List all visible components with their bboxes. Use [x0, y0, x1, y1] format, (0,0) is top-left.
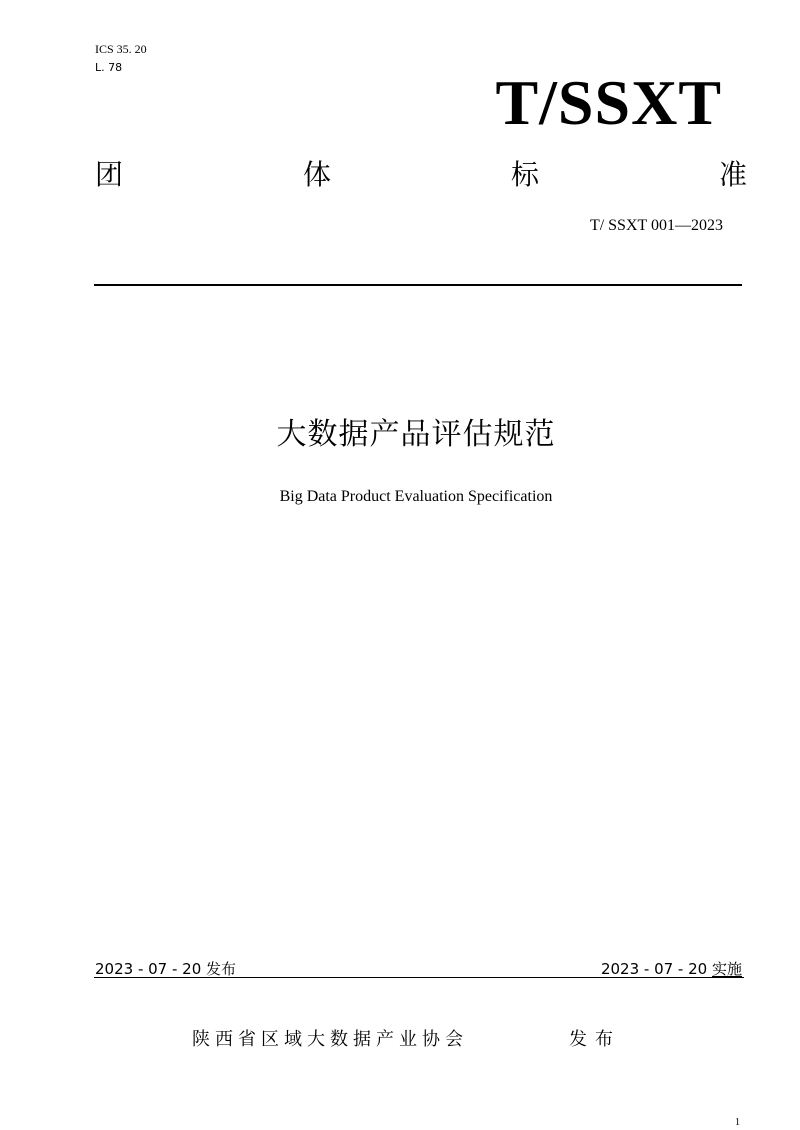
- standard-type-char: 团: [95, 158, 124, 191]
- standard-number: T/ SSXT 001—2023: [589, 217, 723, 234]
- document-title-chinese: 大数据产品评估规范: [276, 417, 556, 452]
- page-number: 1: [735, 1117, 740, 1128]
- document-title-english: Big Data Product Evaluation Specification: [279, 488, 553, 505]
- standard-type-char: 准: [718, 158, 747, 191]
- standard-type-heading: [95, 155, 747, 195]
- implement-label: 实施: [711, 960, 742, 978]
- ccs-code: L. 78: [95, 61, 123, 74]
- date-divider: [94, 977, 744, 978]
- publish-label: 发布: [206, 960, 237, 978]
- implement-date: 2023 - 07 - 20: [600, 960, 708, 978]
- header-divider: [94, 284, 742, 286]
- standard-type-char: 标: [510, 158, 539, 191]
- standard-logo: T/SSXT: [495, 67, 722, 138]
- publish-date: 2023 - 07 - 20: [95, 960, 202, 978]
- issuing-organization: 陕西省区域大数据产业协会: [192, 1029, 468, 1050]
- ics-code: ICS 35. 20: [95, 42, 147, 56]
- standard-type-char: 体: [302, 158, 331, 191]
- issue-label: 发布: [569, 1029, 621, 1050]
